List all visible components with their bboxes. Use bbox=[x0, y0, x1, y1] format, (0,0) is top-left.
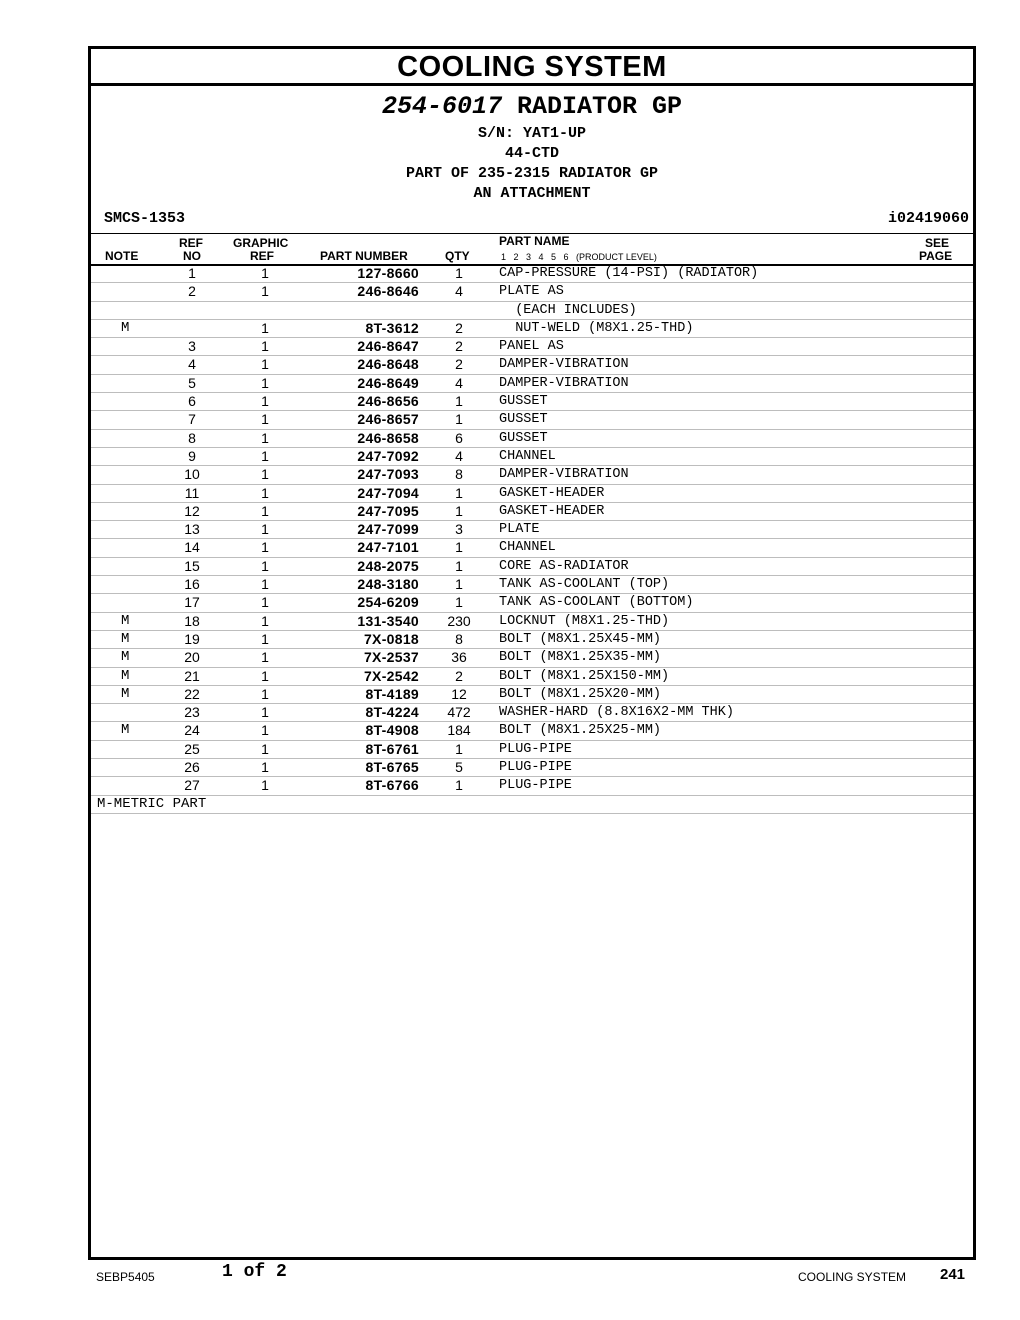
part-number-cell: 246-8647 bbox=[357, 338, 419, 355]
qty-cell: 2 bbox=[455, 356, 463, 373]
graphic-ref-cell: 1 bbox=[261, 557, 269, 574]
graphic-ref-cell: 1 bbox=[261, 539, 269, 556]
graphic-ref-cell: 1 bbox=[261, 722, 269, 739]
graphic-ref-cell: 1 bbox=[261, 447, 269, 464]
part-name-cell: BOLT (M8X1.25X35-MM) bbox=[499, 650, 662, 666]
part-number-cell: 248-3180 bbox=[357, 576, 419, 593]
table-row bbox=[91, 485, 973, 503]
graphic-ref-cell: 1 bbox=[261, 374, 269, 391]
group-heading bbox=[91, 92, 973, 122]
qty-cell: 8 bbox=[455, 630, 463, 647]
ref-no-cell: 6 bbox=[188, 393, 196, 410]
qty-cell: 1 bbox=[455, 576, 463, 593]
graphic-ref-cell: 1 bbox=[261, 521, 269, 538]
serial-number-range: S/N: YAT1-UP bbox=[477, 125, 587, 142]
table-row bbox=[91, 649, 973, 667]
graphic-ref-cell: 1 bbox=[261, 356, 269, 373]
part-number-cell: 247-7099 bbox=[357, 521, 419, 538]
part-number-cell: 254-6209 bbox=[357, 594, 419, 611]
ref-no-cell: 9 bbox=[188, 447, 196, 464]
qty-cell: 1 bbox=[455, 393, 463, 410]
part-number-cell: 247-7101 bbox=[357, 539, 419, 556]
ref-no-cell: 3 bbox=[188, 338, 196, 355]
group-part-number: 254-6017 bbox=[381, 92, 502, 121]
qty-cell: 1 bbox=[455, 484, 463, 501]
table-row bbox=[91, 686, 973, 704]
ref-no-cell: 27 bbox=[184, 777, 200, 794]
graphic-ref-cell: 1 bbox=[261, 777, 269, 794]
column-header-row bbox=[91, 233, 973, 266]
part-number-cell: 8T-4189 bbox=[365, 685, 419, 702]
footer-page-number: 241 bbox=[940, 1266, 966, 1283]
table-row bbox=[91, 521, 973, 539]
table-row bbox=[91, 302, 973, 320]
table-row bbox=[91, 668, 973, 686]
table-row bbox=[91, 503, 973, 521]
note-cell: M bbox=[121, 649, 130, 666]
table-row bbox=[91, 283, 973, 301]
part-name-cell: TANK AS-COOLANT (TOP) bbox=[499, 577, 670, 593]
ref-no-cell: 20 bbox=[184, 649, 200, 666]
graphic-ref-cell: 1 bbox=[261, 612, 269, 629]
part-number-cell: 7X-2542 bbox=[363, 667, 419, 684]
qty-cell: 4 bbox=[455, 283, 463, 300]
part-name-cell: GUSSET bbox=[499, 430, 548, 446]
table-row bbox=[91, 539, 973, 557]
graphic-ref-cell: 1 bbox=[261, 704, 269, 721]
part-number-cell: 8T-3612 bbox=[365, 319, 419, 336]
part-name-cell: NUT-WELD (M8X1.25-THD) bbox=[499, 320, 694, 336]
note-cell: M bbox=[121, 667, 130, 684]
part-name-cell: DAMPER-VIBRATION bbox=[499, 357, 629, 373]
part-number-cell: 131-3540 bbox=[357, 612, 419, 629]
part-name-cell: PLUG-PIPE bbox=[499, 760, 572, 776]
part-name-cell: GASKET-HEADER bbox=[499, 503, 605, 519]
ref-no-cell: 12 bbox=[184, 502, 200, 519]
part-name-cell: DAMPER-VIBRATION bbox=[499, 375, 629, 391]
graphic-ref-cell: 1 bbox=[261, 685, 269, 702]
col-graphic-label-top: GRAPHIC bbox=[233, 236, 289, 250]
col-part-number: PART NUMBER bbox=[320, 249, 408, 263]
qty-cell: 12 bbox=[451, 685, 467, 702]
table-row bbox=[91, 375, 973, 393]
col-see-label-top: SEE bbox=[925, 236, 950, 250]
note-cell: M bbox=[121, 722, 130, 739]
table-row bbox=[91, 722, 973, 740]
qty-cell: 4 bbox=[455, 447, 463, 464]
table-row bbox=[91, 613, 973, 631]
ref-no-cell: 5 bbox=[188, 374, 196, 391]
table-row bbox=[91, 631, 973, 649]
part-name-cell: BOLT (M8X1.25X20-MM) bbox=[499, 686, 662, 702]
table-row bbox=[91, 393, 973, 411]
qty-cell: 1 bbox=[455, 265, 463, 281]
part-name-cell: CHANNEL bbox=[499, 448, 556, 464]
table-row bbox=[91, 265, 973, 283]
ref-no-cell: 8 bbox=[188, 429, 196, 446]
part-number-cell: 8T-6765 bbox=[365, 759, 419, 776]
qty-cell: 184 bbox=[447, 722, 471, 739]
footer-page-of: 1 of 2 bbox=[222, 1262, 287, 1282]
part-name-cell: CHANNEL bbox=[499, 540, 556, 556]
col-note: NOTE bbox=[105, 249, 139, 263]
graphic-ref-cell: 1 bbox=[261, 630, 269, 647]
col-see-label-bottom: PAGE bbox=[919, 249, 953, 263]
parts-page-frame bbox=[88, 46, 976, 1260]
part-name-cell: PLATE bbox=[499, 522, 540, 538]
footnote-metric: M-METRIC PART bbox=[91, 796, 973, 814]
col-qty: QTY bbox=[445, 249, 470, 263]
graphic-ref-cell: 1 bbox=[261, 484, 269, 501]
part-name-cell: TANK AS-COOLANT (BOTTOM) bbox=[499, 595, 694, 611]
part-number-cell: 247-7095 bbox=[357, 502, 419, 519]
col-graphic-label-bottom: REF bbox=[250, 249, 274, 263]
table-row bbox=[91, 576, 973, 594]
part-number-cell: 246-8656 bbox=[357, 393, 419, 410]
qty-cell: 2 bbox=[455, 667, 463, 684]
part-name-cell: PLUG-PIPE bbox=[499, 741, 572, 757]
graphic-ref-cell: 1 bbox=[261, 338, 269, 355]
part-number-cell: 8T-4908 bbox=[365, 722, 419, 739]
table-row bbox=[91, 594, 973, 612]
graphic-ref-cell: 1 bbox=[261, 667, 269, 684]
qty-cell: 1 bbox=[455, 777, 463, 794]
qty-cell: 1 bbox=[455, 502, 463, 519]
note-cell: M bbox=[121, 612, 130, 629]
table-row bbox=[91, 704, 973, 722]
graphic-ref-cell: 1 bbox=[261, 740, 269, 757]
ref-no-cell: 16 bbox=[184, 576, 200, 593]
part-number-cell: 127-8660 bbox=[357, 265, 419, 281]
ref-no-cell: 10 bbox=[184, 466, 200, 483]
part-name-cell: (EACH INCLUDES) bbox=[499, 302, 637, 318]
table-row bbox=[91, 466, 973, 484]
qty-cell: 2 bbox=[455, 338, 463, 355]
qty-cell: 1 bbox=[455, 594, 463, 611]
ref-no-cell: 26 bbox=[184, 759, 200, 776]
note-cell: M bbox=[121, 685, 130, 702]
ref-no-cell: 17 bbox=[184, 594, 200, 611]
part-number-cell: 246-8658 bbox=[357, 429, 419, 446]
part-number-cell: 8T-6761 bbox=[365, 740, 419, 757]
ref-no-cell: 18 bbox=[184, 612, 200, 629]
group-name: RADIATOR GP bbox=[517, 92, 683, 121]
ref-no-cell: 19 bbox=[184, 630, 200, 647]
part-number-cell: 247-7093 bbox=[357, 466, 419, 483]
graphic-ref-cell: 1 bbox=[261, 411, 269, 428]
part-number-cell: 8T-6766 bbox=[365, 777, 419, 794]
ref-no-cell: 14 bbox=[184, 539, 200, 556]
note-cell: M bbox=[121, 630, 130, 647]
table-row bbox=[91, 338, 973, 356]
table-row bbox=[91, 777, 973, 795]
ref-no-cell: 23 bbox=[184, 704, 200, 721]
footer-doc-id: SEBP5405 bbox=[96, 1270, 155, 1284]
table-row bbox=[91, 448, 973, 466]
qty-cell: 1 bbox=[455, 740, 463, 757]
section-title: COOLING SYSTEM bbox=[91, 49, 973, 86]
col-ref-label-bottom: NO bbox=[183, 249, 201, 263]
footer-section: COOLING SYSTEM bbox=[798, 1270, 907, 1284]
qty-cell: 6 bbox=[455, 429, 463, 446]
graphic-ref-cell: 1 bbox=[261, 502, 269, 519]
table-row bbox=[91, 741, 973, 759]
qty-cell: 2 bbox=[455, 319, 463, 336]
qty-cell: 1 bbox=[455, 539, 463, 556]
part-number-cell: 247-7094 bbox=[357, 484, 419, 501]
note-cell: M bbox=[121, 319, 130, 336]
part-name-cell: LOCKNUT (M8X1.25-THD) bbox=[499, 613, 670, 629]
table-row bbox=[91, 558, 973, 576]
illustration-id: i02419060 bbox=[887, 210, 969, 227]
table-row bbox=[91, 430, 973, 448]
table-row bbox=[91, 411, 973, 429]
ref-no-cell: 24 bbox=[184, 722, 200, 739]
ref-no-cell: 11 bbox=[184, 484, 200, 501]
attachment-line: AN ATTACHMENT bbox=[473, 185, 591, 202]
part-name-cell: PANEL AS bbox=[499, 339, 564, 355]
ref-no-cell: 21 bbox=[184, 667, 200, 684]
part-of-line: PART OF 235-2315 RADIATOR GP bbox=[405, 165, 659, 182]
graphic-ref-cell: 1 bbox=[261, 393, 269, 410]
graphic-ref-cell: 1 bbox=[261, 759, 269, 776]
col-part-name: PART NAME bbox=[499, 234, 570, 248]
model-code: 44-CTD bbox=[504, 145, 559, 162]
ref-no-cell: 1 bbox=[188, 265, 196, 281]
graphic-ref-cell: 1 bbox=[261, 576, 269, 593]
part-number-cell: 7X-0818 bbox=[363, 630, 419, 647]
qty-cell: 1 bbox=[455, 411, 463, 428]
graphic-ref-cell: 1 bbox=[261, 466, 269, 483]
ref-no-cell: 25 bbox=[184, 740, 200, 757]
graphic-ref-cell: 1 bbox=[261, 594, 269, 611]
qty-cell: 36 bbox=[451, 649, 467, 666]
part-number-cell: 246-8649 bbox=[357, 374, 419, 391]
part-number-cell: 7X-2537 bbox=[363, 649, 419, 666]
graphic-ref-cell: 1 bbox=[261, 649, 269, 666]
part-number-cell: 246-8646 bbox=[357, 283, 419, 300]
part-name-cell: DAMPER-VIBRATION bbox=[499, 467, 629, 483]
part-name-cell: WASHER-HARD (8.8X16X2-MM THK) bbox=[499, 705, 734, 721]
part-number-cell: 246-8648 bbox=[357, 356, 419, 373]
part-number-cell: 248-2075 bbox=[357, 557, 419, 574]
ref-no-cell: 13 bbox=[184, 521, 200, 538]
table-row bbox=[91, 320, 973, 338]
part-number-cell: 8T-4224 bbox=[365, 704, 419, 721]
part-number-cell: 246-8657 bbox=[357, 411, 419, 428]
part-name-cell: BOLT (M8X1.25X45-MM) bbox=[499, 631, 662, 647]
qty-cell: 472 bbox=[447, 704, 471, 721]
ref-no-cell: 4 bbox=[188, 356, 196, 373]
graphic-ref-cell: 1 bbox=[261, 319, 269, 336]
ref-no-cell: 2 bbox=[188, 283, 196, 300]
ref-no-cell: 22 bbox=[184, 685, 200, 702]
table-row bbox=[91, 759, 973, 777]
parts-list bbox=[91, 265, 973, 814]
col-product-levels: 1 2 3 4 5 6 (PRODUCT LEVEL) bbox=[501, 252, 657, 262]
part-name-cell: BOLT (M8X1.25X150-MM) bbox=[499, 668, 670, 684]
ref-no-cell: 7 bbox=[188, 411, 196, 428]
part-number-cell: 247-7092 bbox=[357, 447, 419, 464]
graphic-ref-cell: 1 bbox=[261, 283, 269, 300]
qty-cell: 3 bbox=[455, 521, 463, 538]
qty-cell: 8 bbox=[455, 466, 463, 483]
smcs-code: SMCS-1353 bbox=[104, 210, 186, 227]
part-name-cell: PLATE AS bbox=[499, 284, 564, 300]
part-name-cell: GUSSET bbox=[499, 412, 548, 428]
qty-cell: 4 bbox=[455, 374, 463, 391]
table-row bbox=[91, 356, 973, 374]
part-name-cell: PLUG-PIPE bbox=[499, 778, 572, 794]
graphic-ref-cell: 1 bbox=[261, 265, 269, 281]
part-name-cell: GASKET-HEADER bbox=[499, 485, 605, 501]
qty-cell: 230 bbox=[447, 612, 471, 629]
part-name-cell: BOLT (M8X1.25X25-MM) bbox=[499, 723, 662, 739]
col-ref-label-top: REF bbox=[179, 236, 203, 250]
part-name-cell: CORE AS-RADIATOR bbox=[499, 558, 629, 574]
qty-cell: 5 bbox=[455, 759, 463, 776]
graphic-ref-cell: 1 bbox=[261, 429, 269, 446]
part-name-cell: CAP-PRESSURE (14-PSI) (RADIATOR) bbox=[499, 266, 759, 281]
part-name-cell: GUSSET bbox=[499, 394, 548, 410]
ref-no-cell: 15 bbox=[184, 557, 200, 574]
qty-cell: 1 bbox=[455, 557, 463, 574]
